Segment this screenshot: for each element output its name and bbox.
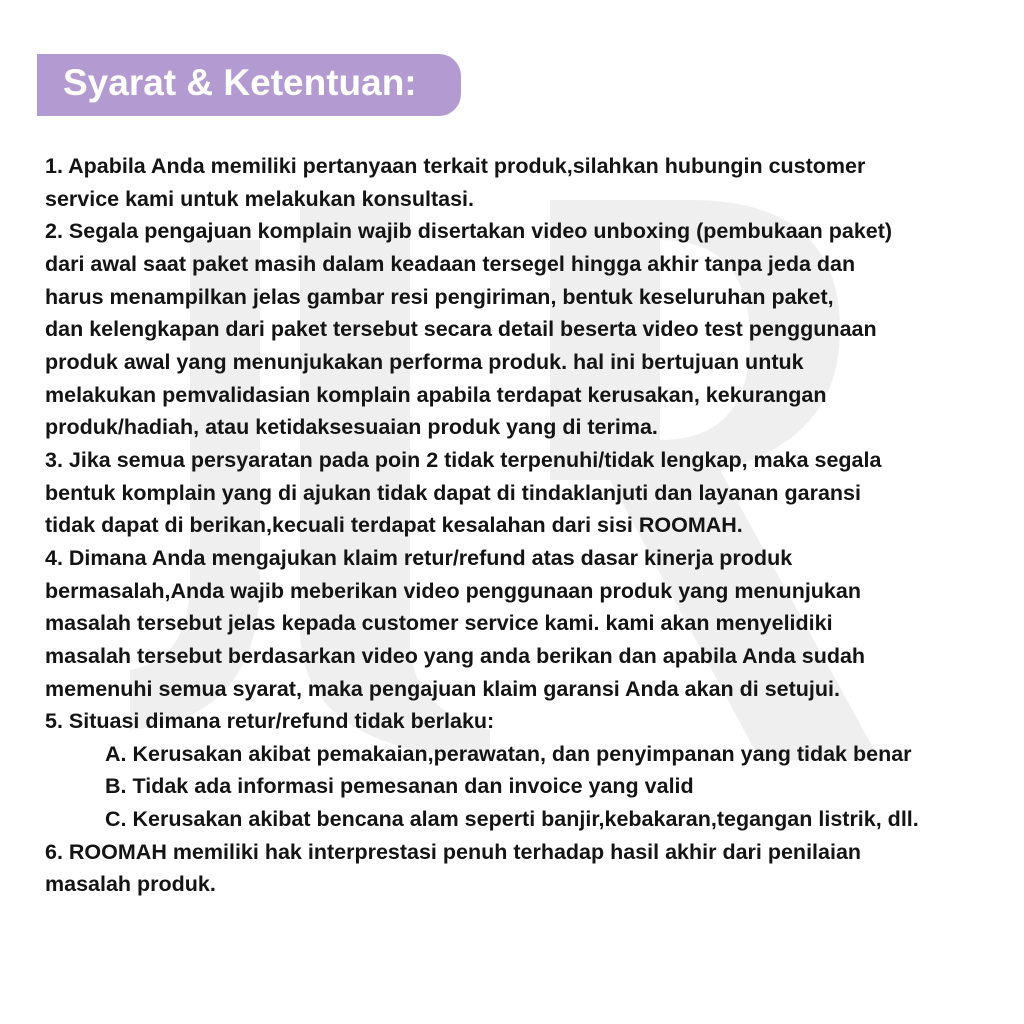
term-line: produk awal yang menunjukakan performa produk. hal ini bertujuan untuk [45, 349, 804, 374]
term-line: memenuhi semua syarat, maka pengajuan klaim garansi Anda akan di setujui. [45, 676, 840, 701]
term-line: 2. Segala pengajuan komplain wajib disertakan video unboxing (pembukaan paket) [45, 219, 893, 244]
page-title: Syarat & Ketentuan: [63, 62, 417, 103]
term-line: produk/hadiah, atau ketidaksesuaian produk yang di terima. [45, 415, 658, 440]
title-banner [37, 54, 461, 116]
term-line: bentuk komplain yang di ajukan tidak dapat di tindaklanjuti dan layanan garansi [45, 480, 861, 505]
term-line: dari awal saat paket masih dalam keadaan tersegel hingga akhir tanpa jeda dan [45, 251, 856, 276]
terms-body [45, 150, 919, 901]
term-line: 6. ROOMAH memiliki hak interprestasi penuh terhadap hasil akhir dari penilaian [45, 839, 862, 864]
term-line: 4. Dimana Anda mengajukan klaim retur/refund atas dasar kinerja produk [45, 545, 793, 570]
sub-item-a: A. Kerusakan akibat pemakaian,perawatan, dan penyimpanan yang tidak benar [105, 741, 912, 766]
term-line: masalah produk. [45, 872, 216, 897]
term-line: masalah tersebut jelas kepada customer service kami. kami akan menyelidiki [45, 611, 833, 636]
term-line: service kami untuk melakukan konsultasi. [45, 186, 474, 211]
sub-item-c: C. Kerusakan akibat bencana alam seperti banjir,kebakaran,tegangan listrik, dll. [105, 807, 919, 832]
term-line: bermasalah,Anda wajib meberikan video penggunaan produk yang menunjukan [45, 578, 861, 603]
term-line: 3. Jika semua persyaratan pada poin 2 tidak terpenuhi/tidak lengkap, maka segala [45, 447, 882, 472]
term-line: 5. Situasi dimana retur/refund tidak berlaku: [45, 709, 495, 734]
sub-item-b: B. Tidak ada informasi pemesanan dan invoice yang valid [105, 774, 694, 799]
term-line: tidak dapat di berikan,kecuali terdapat kesalahan dari sisi ROOMAH. [45, 513, 743, 538]
term-line: melakukan pemvalidasian komplain apabila terdapat kerusakan, kekurangan [45, 382, 827, 407]
term-line: masalah tersebut berdasarkan video yang anda berikan dan apabila Anda sudah [45, 643, 866, 668]
term-line: dan kelengkapan dari paket tersebut secara detail beserta video test penggunaan [45, 317, 877, 342]
term-line: 1. Apabila Anda memiliki pertanyaan terkait produk,silahkan hubungin customer [45, 154, 866, 178]
term-line: harus menampilkan jelas gambar resi pengiriman, bentuk keseluruhan paket, [45, 284, 834, 309]
